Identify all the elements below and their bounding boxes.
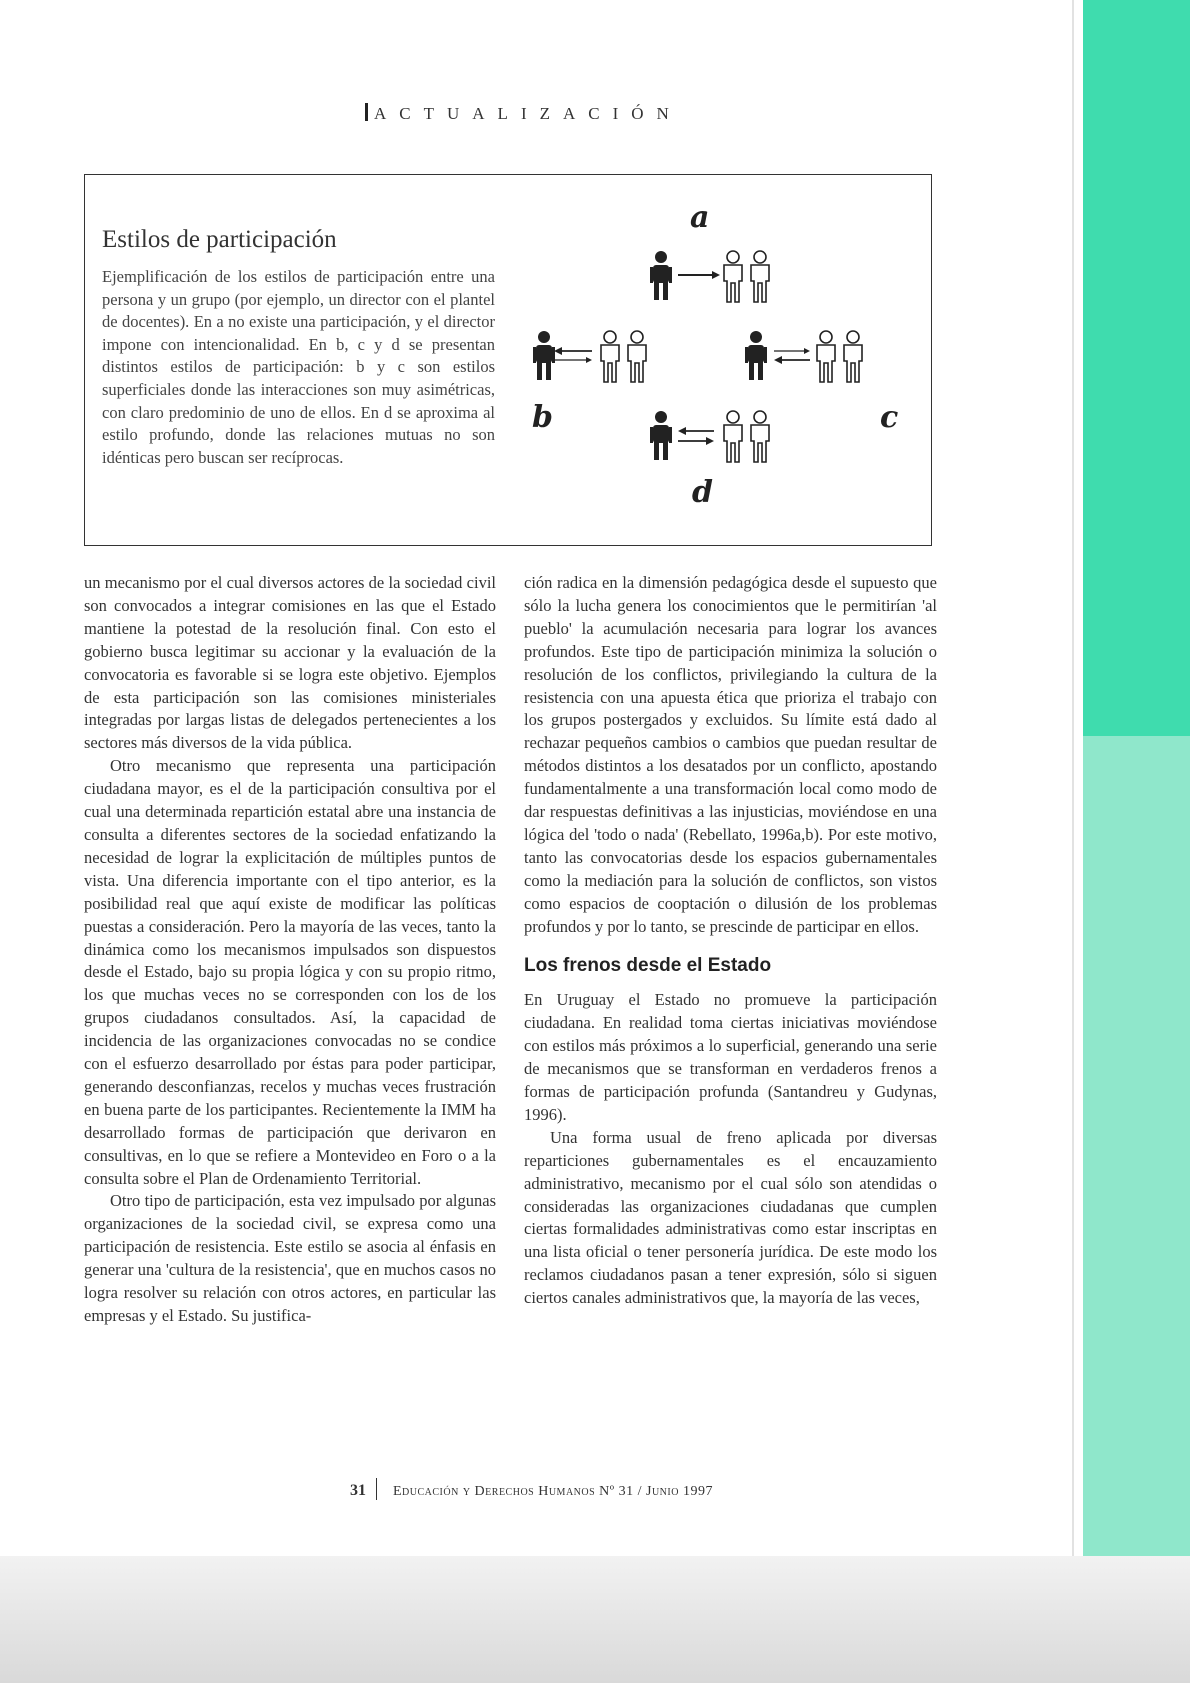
right-paragraph-3: Una forma usual de freno aplicada por diversas reparticiones gubernamentales es el encauzamiento administrativo, mecanismo por el cual sólo son atendidas o consideradas las organizaciones ciudadanas que cumplen ciertas formalidades administrativas como estar inscriptas en una lista oficial o tener personería jurídica. De este modo los reclamos ciudadanos pasan a tener expresión, sólo si siguen ciertos canales administrativos que, la mayoría de las veces, xyxy=(524,1127,937,1308)
participation-diagram xyxy=(520,200,920,510)
right-column xyxy=(524,572,937,1310)
publication-info: Educación y Derechos Humanos Nº 31 / Junio 1997 xyxy=(393,1484,713,1499)
right-paragraph-1: ción radica en la dimensión pedagógica desde el supuesto que sólo la lucha genera los conocimientos que le permitirían 'al pueblo' la acumulación necesaria para lograr los avances profundos. Este tipo de participación minimiza la solución o resolución de los conflictos, privilegiando la cultura de la resistencia con una apuesta ética que prioriza el trabajo con los grupos postergados y excluidos. Su límite está dado al rechazar pequeños cambios o cambios que puedan resultar de métodos distintos a los desatados por un conflicto, apostando fundamentalmente a una transformación local como modo de dar respuestas definitivas a las injusticias, moviéndose en una lógica del 'todo o nada' (Rebellato, 1996a,b). Por este motivo, tanto las convocatorias desde los espacios gubernamentales como la mediación para la solución de conflictos, son vistos como espacios de cooptación o dilusión de los problemas profundos y por lo tanto, se prescinde de participar en ellos. xyxy=(524,573,937,936)
left-paragraph-3: Otro tipo de participación, esta vez impulsado por algunas organizaciones de la sociedad civil, se expresa como una participación de resistencia. Este estilo se asocia al énfasis en generar una 'cultura de la resistencia', que en muchos casos no logra resolver su relación con otros actores, en particular las empresas y el Estado. Su justifica- xyxy=(84,1191,496,1325)
diagram-b xyxy=(533,331,646,382)
scan-shadow xyxy=(0,1556,1190,1683)
left-column xyxy=(84,572,496,1328)
green-side-band xyxy=(1083,0,1190,1556)
box-caption: Ejemplificación de los estilos de participación entre una persona y un grupo (por ejemplo, un director con el plantel de docentes). En a no existe una participación, y el director impone con intencionalidad. En b, c y d se presentan distintos estilos de participación: b y c son estilos superficiales donde las interacciones son muy asimétricas, con claro predominio de uno de ellos. En d se aproxima al estilo profundo, donde las relaciones mutuas no son idénticas pero buscan ser recíprocas. xyxy=(102,267,495,467)
diagram-label-c: c xyxy=(880,400,899,435)
page-footer xyxy=(350,1478,713,1500)
running-head xyxy=(365,103,682,124)
section-heading: Los frenos desde el Estado xyxy=(524,954,772,976)
diagram-label-d: d xyxy=(692,475,713,510)
page-edge xyxy=(1072,0,1074,1556)
left-paragraph-2: Otro mecanismo que representa una participación ciudadana mayor, es el de la participación consultiva por el cual una determinada repartición estatal abre una instancia de consulta a diferentes sectores de la sociedad enfatizando la necesidad de lograr la explicitación de múltiples puntos de vista. Una diferencia importante con el tipo anterior, es la posibilidad real que aquí existe de modificar las políticas puestas a consideración. Pero la mayoría de las veces, tanto la dinámica como los mecanismos impulsados son dispuestos desde el Estado, bajo su propia lógica y con su propio ritmo, los que muchas veces no se corresponden con los de los grupos ciudadanos consultados. Así, la capacidad de incidencia de las organizaciones convocadas no se condice con el esfuerzo desarrollado por éstas para poder participar, generando desconfianzas, recelos y muchas veces frustración en buena parte de los participantes. Recientemente la IMM ha desarrollado formas de participación que derivaron en consultivas, en lo que se refiere a Montevideo en Foro o a la consulta sobre el Plan de Ordenamiento Territorial. xyxy=(84,756,496,1188)
right-paragraph-2: En Uruguay el Estado no promueve la participación ciudadana. En realidad toma ciertas iniciativas moviéndose con estilos más próximos a lo superficial, generando una serie de mecanismos que se transforman en verdaderos frenos a formas de participación profunda (Santandreu y Gudynas, 1996). xyxy=(524,990,937,1124)
diagram-label-a: a xyxy=(690,200,710,235)
box-title: Estilos de participación xyxy=(102,226,337,253)
diagram-d xyxy=(650,411,769,462)
participation-diagram-svg xyxy=(520,205,920,510)
diagram-a xyxy=(650,251,769,302)
diagram-label-b: b xyxy=(532,400,553,435)
running-head-text: ACTUALIZACIÓN xyxy=(374,104,682,123)
page-number: 31 xyxy=(350,1482,366,1499)
diagram-c xyxy=(745,331,862,382)
left-paragraph-1: un mecanismo por el cual diversos actores de la sociedad civil son convocados a integrar comisiones en las que el Estado mantiene la potestad de la resolución final. Con esto el gobierno busca legitimar su accionar y la evaluación de la convocatoria es favorable si se logra este objetivo. Ejemplos de esta participación son las comisiones ministeriales integradas por largas listas de delegados pertenecientes a los sectores más diversos de la vida pública. xyxy=(84,573,496,753)
